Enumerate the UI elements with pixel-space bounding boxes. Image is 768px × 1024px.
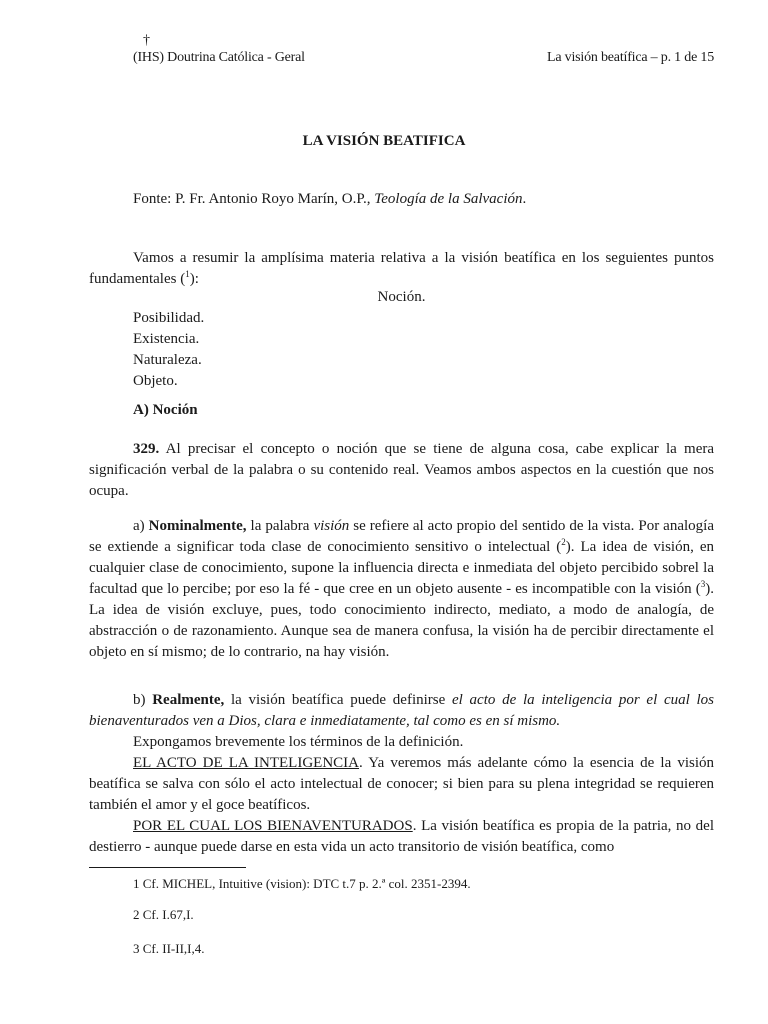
header-right: La visión beatífica – p. 1 de 15 [547, 50, 714, 65]
paragraph-a-label: a) [133, 518, 149, 534]
bienaventurados-term: POR EL CUAL LOS BIENAVENTURADOS [133, 818, 413, 834]
intro-paragraph [89, 248, 714, 290]
intro-list [89, 287, 714, 392]
source-work: Teología de la Salvación [374, 191, 523, 207]
realmente-term: Realmente, [152, 692, 225, 708]
paragraph-329-text: Al precisar el concepto o noción que se tiene de alguna cosa, cabe explicar la mera significación verbal de la palabra o su contenido real. Veamos ambos aspectos en la cuestión que nos ocupa. [89, 441, 714, 499]
paragraph-b-definition [89, 690, 714, 732]
footnote-ref-2: 2 [561, 537, 566, 547]
footnote-2: 2 Cf. I.67,I. [133, 907, 194, 922]
paragraph-329 [89, 439, 714, 502]
list-item: Noción. [377, 289, 426, 305]
source-line [133, 191, 526, 208]
paragraph-b [89, 690, 714, 858]
acto-inteligencia-term: EL ACTO DE LA INTELIGENCIA [133, 755, 360, 771]
intro-after: ): [189, 271, 199, 287]
paragraph-a-text-2: se refiere al acto propio del sentido de la vista. Por analogía se extiende a significar toda clase de conocimiento sensitivo o intelectual ( [89, 518, 714, 555]
intro-text: Vamos a resumir la amplísima materia relativa a la visión beatífica en los seguientes puntos fundamentales ( [89, 250, 714, 287]
footnote-1: 1 Cf. MICHEL, Intuitive (vision): DTC t.7 p. 2.ª col. 2351-2394. [133, 876, 471, 891]
paragraph-b-label: b) [133, 692, 153, 708]
section-heading: A) Noción [133, 402, 198, 418]
definition-italic: el acto de la inteligencia por el cual los bienaventurados ven a Dios, clara e inmediatamente, tal como es en sí mismo. [89, 692, 715, 729]
footnote-3: 3 Cf. II-II,I,4. [133, 941, 205, 956]
paragraph-b-line-3-text: . Ya veremos más adelante cómo la esencia de la visión beatífica se salva con sólo el acto intelectual de conocer; si bien para su plena integridad se requieren también el amor y el goce beatíficos. [89, 755, 714, 813]
paragraph-b-line-4 [89, 816, 714, 858]
paragraph-number: 329. [133, 441, 160, 457]
vision-term: visión [313, 518, 350, 534]
footnote-ref-3: 3 [700, 579, 706, 589]
source-suffix: . [522, 191, 527, 207]
paragraph-b-line-4-text: . La visión beatífica es propia de la patria, no del destierro - aunque puede darse en esta vida un acto transitorio de visión beatífica, como [89, 818, 715, 855]
list-item: Posibilidad. [133, 310, 205, 326]
footnote-ref-1: 1 [185, 269, 190, 279]
paragraph-a-text-1: la palabra [246, 518, 314, 534]
footnote-divider [89, 867, 246, 868]
header-left: (IHS) Doutrina Católica - Geral [133, 50, 305, 65]
list-item: Naturaleza. [133, 352, 202, 368]
paragraph-a [89, 516, 714, 663]
nominalmente-term: Nominalmente, [148, 518, 247, 534]
paragraph-b-text-1: la visión beatífica puede definirse [224, 692, 452, 708]
cross-symbol: † [143, 33, 150, 48]
paragraph-b-line-2: Expongamos brevemente los términos de la definición. [133, 734, 464, 750]
list-item: Objeto. [133, 373, 178, 389]
paragraph-a-text-3: ). La idea de visión, en cualquier clase de conocimiento, supone la influencia directa e inmediata del objeto percibido sobrel la facultad que lo percibe; por eso la fé - que cree en un objeto ausente - es incompatible con la visión ( [89, 539, 714, 597]
paragraph-b-line-3 [89, 753, 714, 816]
paragraph-a-text-4: ). La idea de visión excluye, pues, todo conocimiento indirecto, mediato, a modo de analogía, de abstracción o de razonamiento. Aunque sea de manera confusa, la visión ha de percibir directamente el objeto en sí mismo; de lo contrario, na hay visión. [89, 581, 714, 660]
source-prefix: Fonte: P. Fr. Antonio Royo Marín, O.P., [133, 191, 375, 207]
list-item: Existencia. [133, 331, 200, 347]
page-title: LA VISIÓN BEATIFICA [302, 133, 466, 149]
